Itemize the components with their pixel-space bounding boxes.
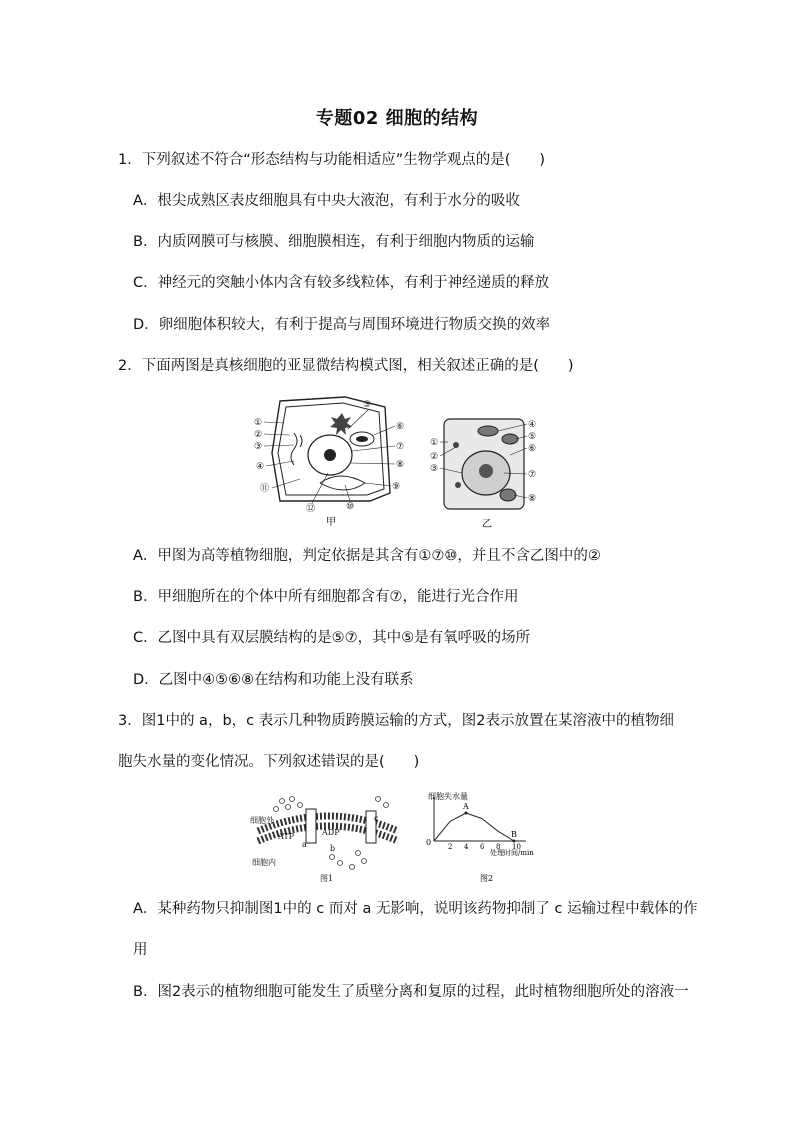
fig1-atp-label: ATP xyxy=(278,832,295,841)
chart-point-label-b: B xyxy=(511,830,517,839)
q2-option-c: C．乙图中具有双层膜结构的是⑤⑦，其中⑤是有氧呼吸的场所 xyxy=(133,630,531,646)
q3-stem-line2: 胞失水量的变化情况。下列叙述错误的是( ) xyxy=(118,754,420,770)
figure-water-loss-chart xyxy=(416,791,554,885)
label-left-10: ⑩ xyxy=(346,502,355,512)
label-right-8: ⑧ xyxy=(528,494,537,504)
q2-option-d: D．乙图中④⑤⑥⑧在结构和功能上没有联系 xyxy=(133,672,414,688)
figure-plant-cell-caption: 甲 xyxy=(326,517,336,528)
label-left-5: ⑤ xyxy=(363,400,372,410)
label-left-8: ⑧ xyxy=(396,460,405,470)
label-left-12: ⑫ xyxy=(306,504,316,514)
chart-xlabel: 处理时间/min xyxy=(490,849,534,857)
chart-point-label-a: A xyxy=(463,802,469,811)
label-left-9: ⑨ xyxy=(392,482,401,492)
label-left-4: ④ xyxy=(256,462,265,472)
q3-option-a-line1: A．某种药物只抑制图1中的 c 而对 a 无影响，说明该药物抑制了 c 运输过程中载体的作 xyxy=(133,901,698,917)
label-left-11: ⑪ xyxy=(260,484,270,494)
label-right-4: ④ xyxy=(528,420,537,430)
q3-stem-line1: 3．图1中的 a，b，c 表示几种物质跨膜运输的方式，图2表示放置在某溶液中的植物细 xyxy=(118,713,674,729)
label-right-7: ⑦ xyxy=(528,470,537,480)
chart-x-tick-label: 10 xyxy=(512,843,521,851)
label-left-3: ③ xyxy=(254,442,263,452)
label-left-7: ⑦ xyxy=(396,442,405,452)
q1-option-b: B．内质网膜可与核膜、细胞膜相连，有利于细胞内物质的运输 xyxy=(133,234,535,250)
page-title: 专题02 细胞的结构 xyxy=(315,108,479,129)
label-left-6: ⑥ xyxy=(396,422,405,432)
q2-stem: 2．下面两图是真核细胞的亚显微结构模式图，相关叙述正确的是( ) xyxy=(118,358,574,374)
label-right-2: ② xyxy=(430,452,439,462)
fig1-caption: 图1 xyxy=(320,874,334,883)
fig1-inside-label: 细胞内 xyxy=(252,858,276,867)
figure-plant-cell xyxy=(250,393,420,528)
figure-animal-cell-caption: 乙 xyxy=(482,519,492,530)
label-right-3: ③ xyxy=(430,464,439,474)
chart-x-tick-label: 2 xyxy=(448,843,453,851)
chart-x-tick-label: 8 xyxy=(496,843,501,851)
q1-option-d: D．卵细胞体积较大，有利于提高与周围环境进行物质交换的效率 xyxy=(133,317,551,333)
fig2-caption: 图2 xyxy=(480,874,494,883)
q1-option-c: C．神经元的突触小体内含有较多线粒体，有利于神经递质的释放 xyxy=(133,275,550,291)
q1-stem: 1．下列叙述不符合“形态结构与功能相适应”生物学观点的是( ) xyxy=(118,152,546,168)
figure-membrane-transport xyxy=(248,791,408,885)
chart-ylabel: 细胞失水量 xyxy=(428,792,468,801)
label-left-2: ② xyxy=(254,430,263,440)
label-right-1: ① xyxy=(430,438,439,448)
q3-option-b-line1: B．图2表示的植物细胞可能发生了质壁分离和复原的过程，此时植物细胞所处的溶液一 xyxy=(133,984,689,1000)
label-right-5: ⑤ xyxy=(528,432,537,442)
q2-option-b: B．甲细胞所在的个体中所有细胞都含有⑦，能进行光合作用 xyxy=(133,589,519,605)
chart-point-a xyxy=(465,812,468,815)
figure-animal-cell xyxy=(428,415,548,530)
q1-option-a: A．根尖成熟区表皮细胞具有中央大液泡，有利于水分的吸收 xyxy=(133,193,520,209)
chart-x-tick-label: 4 xyxy=(464,843,469,851)
q3-option-a-line2: 用 xyxy=(133,942,148,958)
label-right-6: ⑥ xyxy=(528,444,537,454)
fig1-c-label: c xyxy=(374,814,379,823)
chart-series-line xyxy=(434,813,514,841)
fig1-adp-label: ADP xyxy=(322,828,340,837)
label-left-1: ① xyxy=(254,418,263,428)
fig1-b-label: b xyxy=(330,844,336,853)
chart-x-tick-label: 6 xyxy=(480,843,485,851)
fig1-a-label: a xyxy=(302,840,307,849)
chart-point-b xyxy=(513,840,516,843)
q2-option-a: A．甲图为高等植物细胞，判定依据是其含有①⑦⑩，并且不含乙图中的② xyxy=(133,548,601,564)
chart-origin: 0 xyxy=(426,838,432,847)
fig1-outside-label: 细胞外 xyxy=(250,816,274,825)
